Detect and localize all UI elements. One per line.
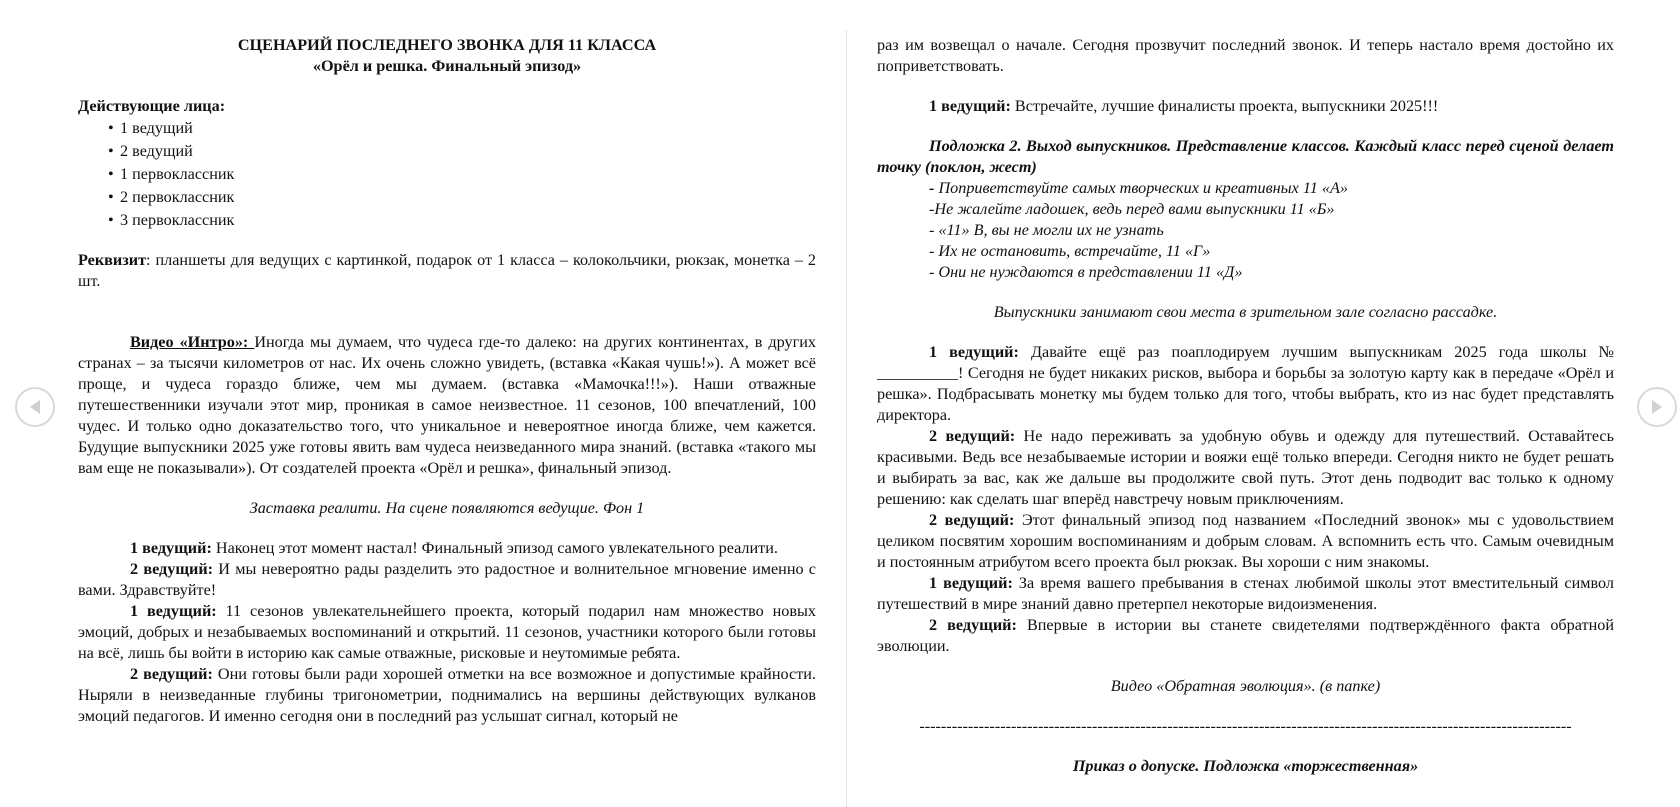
dialogue-line	[877, 426, 1614, 510]
video-intro-paragraph	[78, 332, 816, 479]
dialogue-line	[877, 96, 1614, 117]
cast-item: • 1 ведущий	[108, 117, 816, 140]
cast-item: • 2 ведущий	[108, 140, 816, 163]
dialogue-line	[78, 559, 816, 601]
speaker-label: 2 ведущий:	[130, 560, 214, 578]
dialogue-line	[877, 510, 1614, 573]
speaker-label: 2 ведущий:	[929, 511, 1015, 529]
chevron-right-icon	[1650, 399, 1664, 415]
dialogue-line	[78, 538, 816, 559]
class-intro-item	[929, 178, 1614, 199]
props-label: Реквизит	[78, 251, 147, 269]
video-intro-text: Иногда мы думаем, что чудеса где-то далеко: на других континентах, в других странах – за тысячи километров от нас. Их очень сложно увидеть, (вставка «Какая чушь!»). А может всё проще, и чудеса гораздо ближе, чем мы думаем. (вставка «Мамочка!!!»). Наши отважные путешественники изучали этот мир, проникая в самое неизвестное. 11 сезонов, 100 впечатлений, 100 чудес. И только одно доказательство того, что уникальное и невероятное иногда ближе, чем кажется. Будущие выпускники 2025 уже готовы явить вам чудеса неизведанного мира знаний. (вставка «такого мы вам еще не показывали»). От создателей проекта «Орёл и решка», финальный эпизод.	[78, 333, 816, 477]
class-intro-text: Поприветствуйте самых творческих и креативных 11 «А»	[938, 179, 1348, 197]
line-text: Встречайте, лучшие финалисты проекта, выпускники 2025!!!	[1010, 97, 1439, 115]
speaker-label: 1 ведущий:	[929, 574, 1013, 592]
class-intro-list	[877, 178, 1614, 283]
document-title: СЦЕНАРИЙ ПОСЛЕДНЕГО ЗВОНКА ДЛЯ 11 КЛАССА	[237, 36, 657, 54]
page-right	[877, 0, 1614, 807]
page-divider	[846, 30, 847, 807]
cast-heading: Действующие лица:	[78, 97, 226, 115]
document-subtitle: «Орёл и решка. Финальный эпизод»	[312, 57, 582, 75]
line-text: Впервые в истории вы станете свидетелями подтверждённого факта обратной эволюции.	[877, 616, 1614, 655]
next-page-button[interactable]	[1637, 387, 1677, 427]
speaker-label: 1 ведущий:	[929, 343, 1019, 361]
line-text: 11 сезонов увлекательнейшего проекта, который подарил нам множество новых эмоций, добрых и незабываемых воспоминаний и открытий. 11 сезонов, участники которого были готовы на всё, лишь бы войти в историю как самые отважные, рисковые и неутомимые ребята.	[78, 602, 816, 662]
speaker-label: 2 ведущий:	[929, 427, 1016, 445]
cast-item: • 1 первоклассник	[108, 163, 816, 186]
class-intro-dash: -	[929, 179, 939, 197]
chevron-left-icon	[28, 399, 42, 415]
line-text: Этот финальный эпизод под названием «Последний звонок» мы с удовольствием целиком посвятим хорошим воспоминаниям и добрым словам. А вспомнить есть что. Самым очевидным и постоянным атрибутом всего проекта был рюкзак. Вы хороши с ним знакомы.	[877, 511, 1614, 571]
previous-page-button[interactable]	[15, 387, 55, 427]
dialogue-line	[78, 664, 816, 727]
speaker-label: 2 ведущий:	[929, 616, 1017, 634]
props-text: : планшеты для ведущих с картинкой, подарок от 1 класса – колокольчики, рюкзак, монетка – 2 шт.	[78, 251, 816, 290]
line-text: Не надо переживать за удобную обувь и одежду для путешествий. Оставайтесь красивыми. Ведь все незабываемые истории и вояжи ещё только впереди. Сегодня никто не будет решать и выбирать за вас, как же дальше вы продолжите свой путь. Этот день подводит вас только к одному решению: как сделать шаг вперёд навстречу новым приключениям.	[877, 427, 1614, 508]
props-paragraph	[78, 250, 816, 292]
class-intro-item: - Они не нуждаются в представлении 11 «Д»	[929, 263, 1243, 281]
cast-item: • 2 первоклассник	[108, 186, 816, 209]
page-left	[78, 0, 816, 807]
line-text: И мы невероятно рады разделить это радостное и волнительное мгновение именно с вами. Здравствуйте!	[78, 560, 816, 599]
speaker-label: 1 ведущий:	[130, 602, 217, 620]
separator-line: -------------------------------------------------------------------------------------------------------------------------	[919, 717, 1572, 735]
class-intro-item: - Их не остановить, встречайте, 11 «Г»	[929, 242, 1211, 260]
seating-note: Выпускники занимают свои места в зрительном зале согласно рассадке.	[993, 303, 1498, 321]
cast-list	[78, 117, 816, 232]
line-text: Они готовы были ради хорошей отметки на все возможное и допустимые крайности. Ныряли в неизведанные глубины тригонометрии, поднимались на вершины действующих вулканов эмоций педагогов. И именно сегодня они в последний раз услышат сигнал, который не	[78, 665, 816, 725]
speaker-label: 1 ведущий:	[130, 539, 212, 557]
backdrop-2-heading: Подложка 2. Выход выпускников. Представление классов. Каждый класс перед сценой делает точку (поклон, жест)	[877, 137, 1614, 176]
continuation-paragraph: раз им возвещал о начале. Сегодня прозвучит последний звонок. И теперь настало время достойно их поприветствовать.	[877, 36, 1614, 75]
class-intro-item: - «11» В, вы не могли их не узнать	[929, 221, 1164, 239]
line-text: Давайте ещё раз поаплодируем лучшим выпускникам 2025 года школы № __________! Сегодня не будет никаких рисков, выбора и борьбы за золотую карту как в передаче «Орёл и решка». Подбрасывать монетку мы будем только для того, чтобы выбрать, кто из нас будет представлять директора.	[877, 343, 1614, 424]
stage-note: Заставка реалити. На сцене появляются ведущие. Фон 1	[249, 499, 645, 517]
speaker-label: 2 ведущий:	[130, 665, 213, 683]
dialogue-line	[877, 615, 1614, 657]
cast-item: • 3 первоклассник	[108, 209, 816, 232]
line-text: Наконец этот момент настал! Финальный эпизод самого увлекательного реалити.	[211, 539, 778, 557]
line-text: За время вашего пребывания в стенах любимой школы этот вместительный символ путешествий в мире знаний давно претерпел некоторые видоизменения.	[877, 574, 1614, 613]
class-intro-item: -Не жалейте ладошек, ведь перед вами выпускники 11 «Б»	[929, 200, 1335, 218]
dialogue-line	[877, 342, 1614, 426]
dialogue-line	[877, 573, 1614, 615]
dialogue-line	[78, 601, 816, 664]
video-intro-label: Видео «Интро»:	[130, 333, 255, 351]
order-heading: Приказ о допуске. Подложка «торжественная»	[1072, 757, 1419, 775]
video-reverse-evolution-note: Видео «Обратная эволюция». (в папке)	[1110, 677, 1381, 695]
speaker-label: 1 ведущий:	[929, 97, 1011, 115]
